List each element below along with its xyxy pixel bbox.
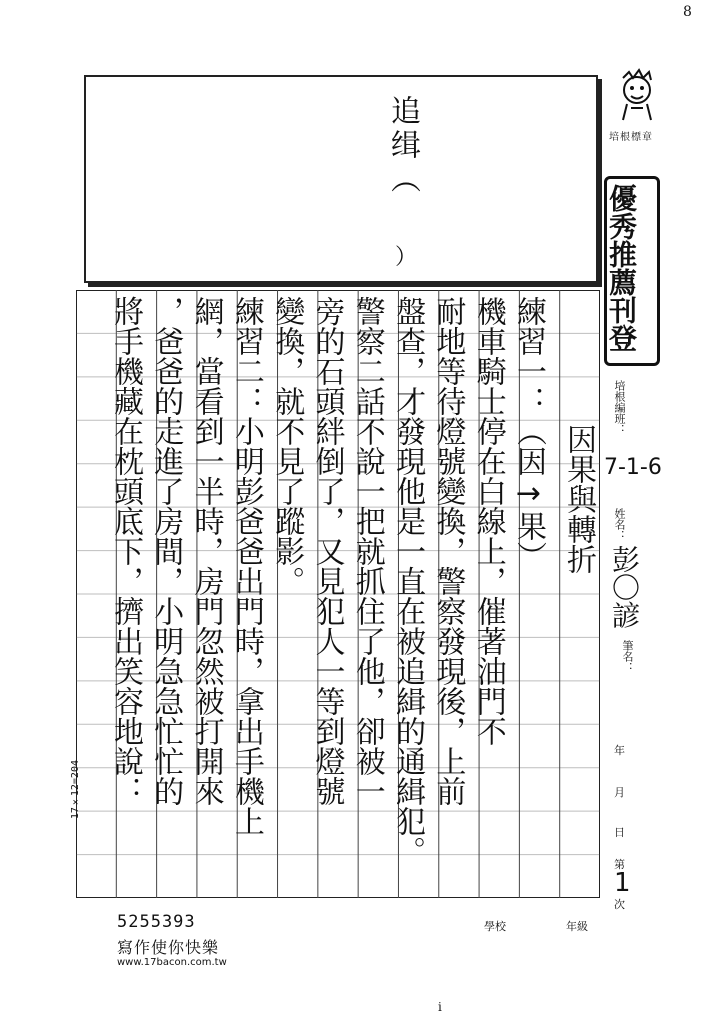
form-number: 5255393 xyxy=(117,912,196,932)
slogan: 寫作使你快樂 xyxy=(117,938,220,957)
essay-column: 耐地等待燈號變換，警察發現後，上前 xyxy=(430,296,466,806)
school-label: 學校 xyxy=(484,920,506,933)
comment-closing-bracket: ） xyxy=(395,245,418,270)
name-label: 姓名： xyxy=(613,508,626,541)
date-month-label: 月 xyxy=(614,786,625,799)
pen-name-label: 筆名： xyxy=(621,640,634,673)
class-label: 培根編班： xyxy=(613,380,626,435)
essay-column: 網，當看到一半時，房門忽然被打開來 xyxy=(188,296,224,806)
teacher-comment-box xyxy=(84,75,598,283)
website-url: www.17bacon.com.tw xyxy=(117,957,227,968)
essay-column: 機車騎士停在白線上，催著油門不 xyxy=(470,296,506,746)
essay-column: 練習二：小明彭爸爸出門時，拿出手機上 xyxy=(228,296,264,836)
essay-column: 練習一：（因→果） xyxy=(511,296,546,571)
grid-size-code: 17×12=204 xyxy=(70,760,81,820)
essay-column: 旁的石頭絆倒了，又見犯人一等到燈號 xyxy=(309,296,345,806)
page-mark: i xyxy=(438,1000,442,1014)
date-year-label: 年 xyxy=(614,744,625,757)
sequence-value: 1 xyxy=(614,868,631,898)
essay-column: 將手機藏在枕頭底下，擠出笑容地說： xyxy=(108,296,143,806)
bacon-mascot-icon xyxy=(613,68,661,124)
grade-label: 年級 xyxy=(566,920,588,933)
date-day-label: 日 xyxy=(614,826,625,839)
essay-column: ，爸爸的走進了房間，小明急急忙忙的 xyxy=(148,296,184,806)
sequence-unit: 次 xyxy=(614,898,625,911)
essay-column: 警察二話不說一把就抓住了他，卻被一 xyxy=(349,296,385,806)
essay-column: 盤查，才發現他是一直在被追緝的通緝犯。 xyxy=(390,296,426,866)
essay-title-column: 因果與轉折 xyxy=(561,424,596,574)
corner-mark: 8 xyxy=(683,4,692,20)
class-value: 7-1-6 xyxy=(604,455,662,480)
recommend-banner-text: 優秀推薦刊登 xyxy=(605,184,638,352)
logo-caption: 培根標章 xyxy=(609,132,653,143)
comment-title: 追缉（ xyxy=(385,95,420,197)
essay-column: 變換，就不見了蹤影。 xyxy=(269,296,305,596)
sequence-label: 第 xyxy=(614,858,625,871)
name-value: 彭〇諺 xyxy=(608,545,641,629)
